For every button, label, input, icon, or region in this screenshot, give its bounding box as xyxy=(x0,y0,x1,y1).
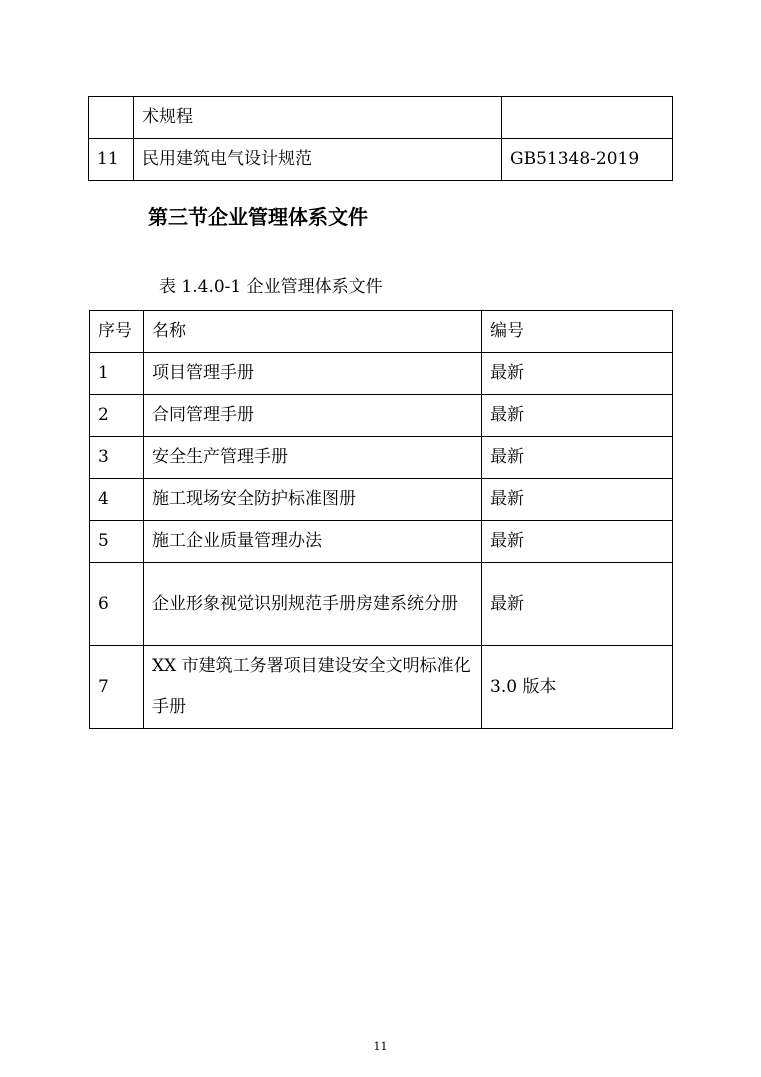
header-code: 编号 xyxy=(482,311,673,353)
row-name-cell: 项目管理手册 xyxy=(144,353,482,395)
section-heading: 第三节企业管理体系文件 xyxy=(148,205,368,229)
row-number-cell: 5 xyxy=(90,521,144,563)
row-code-cell: GB51348-2019 xyxy=(502,139,673,181)
table-row xyxy=(90,521,673,563)
row-code-cell xyxy=(502,97,673,139)
table-header-row xyxy=(90,311,673,353)
row-number-cell: 6 xyxy=(90,563,144,646)
row-code-cell: 最新 xyxy=(482,353,673,395)
row-number-cell: 11 xyxy=(89,139,134,181)
row-number-cell xyxy=(89,97,134,139)
row-number-cell: 7 xyxy=(90,646,144,729)
row-name-cell: XX 市建筑工务署项目建设安全文明标准化手册 xyxy=(144,646,482,729)
row-name-cell: 术规程 xyxy=(134,97,502,139)
header-name: 名称 xyxy=(144,311,482,353)
continued-standards-table xyxy=(88,96,673,181)
row-code-cell: 最新 xyxy=(482,521,673,563)
table-row xyxy=(90,353,673,395)
table-row xyxy=(90,395,673,437)
row-number-cell: 1 xyxy=(90,353,144,395)
table-caption: 表 1.4.0-1 企业管理体系文件 xyxy=(159,277,383,297)
row-name-cell: 民用建筑电气设计规范 xyxy=(134,139,502,181)
table-row xyxy=(89,139,673,181)
row-code-cell: 最新 xyxy=(482,563,673,646)
table-row xyxy=(90,437,673,479)
management-documents-table xyxy=(89,310,673,729)
page-number: 11 xyxy=(373,1040,388,1053)
row-name-cell: 安全生产管理手册 xyxy=(144,437,482,479)
row-code-cell: 最新 xyxy=(482,437,673,479)
header-number: 序号 xyxy=(90,311,144,353)
row-name-cell: 企业形象视觉识别规范手册房建系统分册 xyxy=(144,563,482,646)
table-row xyxy=(90,479,673,521)
row-code-cell: 最新 xyxy=(482,479,673,521)
row-number-cell: 4 xyxy=(90,479,144,521)
row-code-cell: 最新 xyxy=(482,395,673,437)
row-name-cell: 施工企业质量管理办法 xyxy=(144,521,482,563)
table-row xyxy=(90,646,673,729)
row-number-cell: 3 xyxy=(90,437,144,479)
row-name-cell: 合同管理手册 xyxy=(144,395,482,437)
row-name-cell: 施工现场安全防护标准图册 xyxy=(144,479,482,521)
table-row xyxy=(90,563,673,646)
row-number-cell: 2 xyxy=(90,395,144,437)
table-row xyxy=(89,97,673,139)
row-code-cell: 3.0 版本 xyxy=(482,646,673,729)
